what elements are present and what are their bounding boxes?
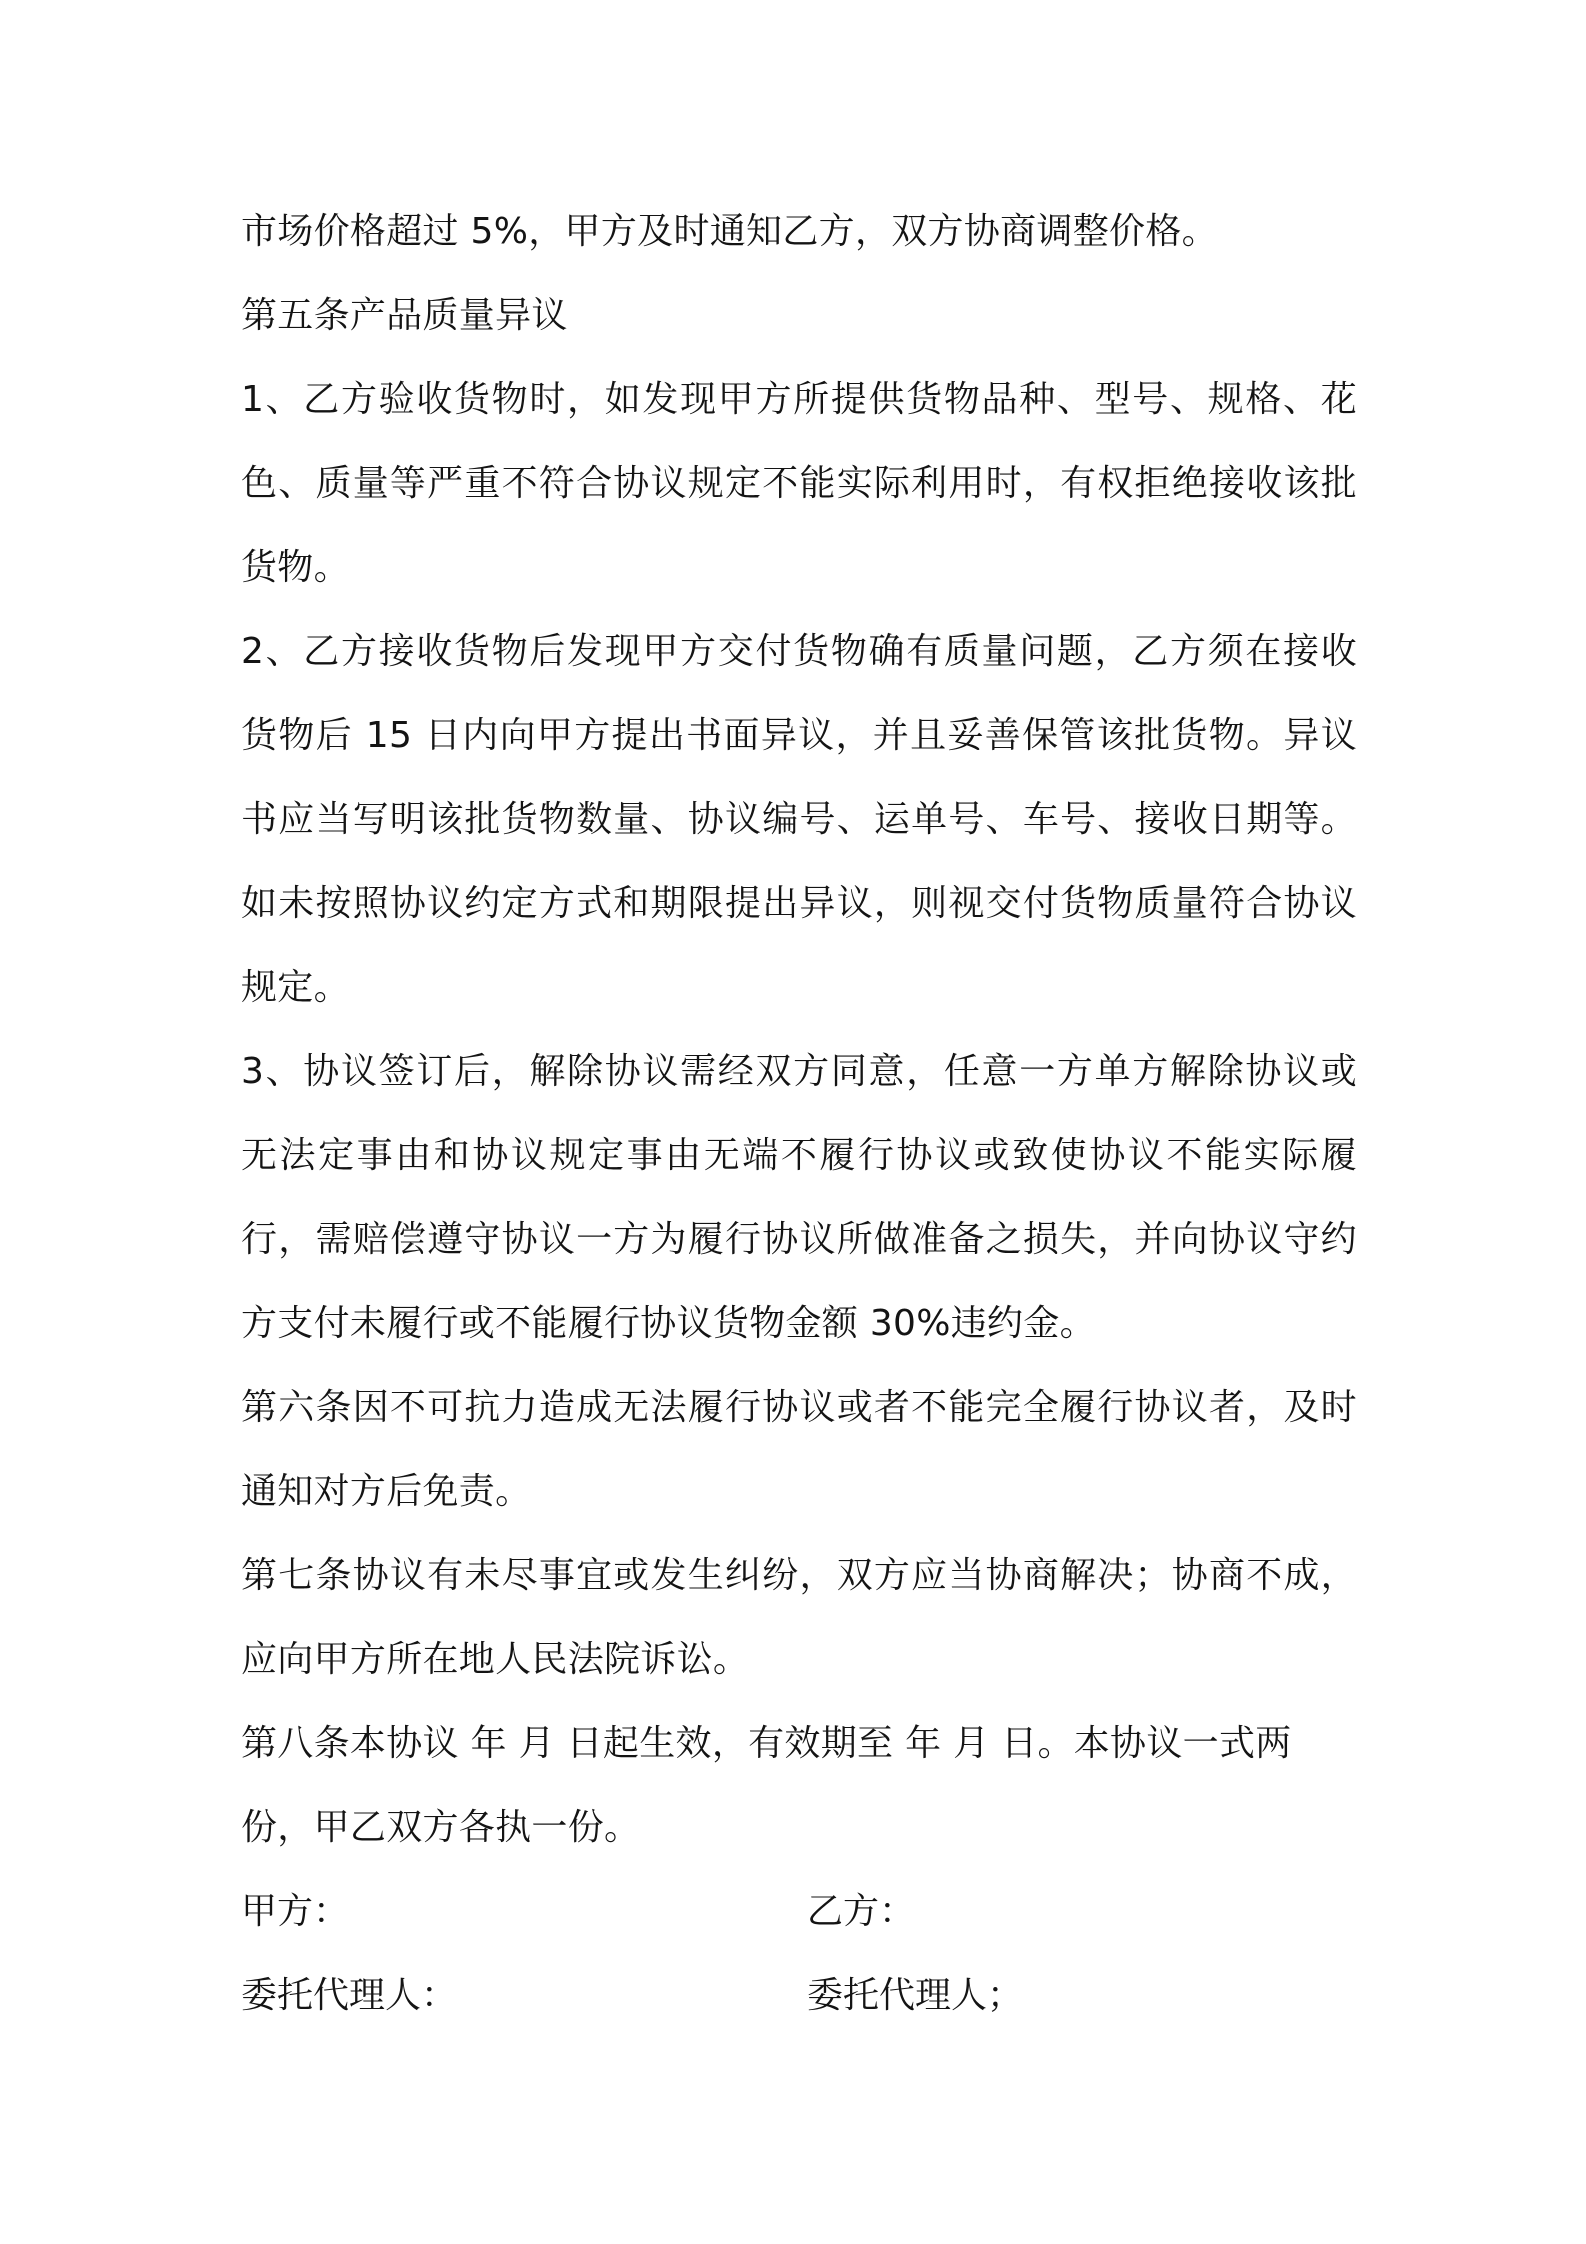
- text-line: 方支付未履行或不能履行协议货物金额 30%违约金。: [241, 1303, 1096, 1344]
- text-line: 如未按照协议约定方式和期限提出异议，则视交付货物质量符合协议: [241, 883, 1357, 924]
- text-line: 第八条本协议 年 月 日起生效，有效期至 年 月 日。本协议一式两: [241, 1723, 1292, 1764]
- text-line: 1、乙方验收货物时，如发现甲方所提供货物品种、型号、规格、花: [241, 379, 1357, 420]
- text-line: 色、质量等严重不符合协议规定不能实际利用时，有权拒绝接收该批: [241, 463, 1357, 504]
- text-line: 2、乙方接收货物后发现甲方交付货物确有质量问题，乙方须在接收: [241, 631, 1357, 672]
- agent-b-label: 委托代理人；: [807, 1975, 1024, 2016]
- text-line: 市场价格超过 5%，甲方及时通知乙方，双方协商调整价格。: [241, 211, 1218, 252]
- party-b-label: 乙方：: [807, 1891, 916, 1932]
- party-a-label: 甲方：: [241, 1891, 350, 1932]
- signature-row-agents: [241, 1954, 1357, 2038]
- text-line: 行，需赔偿遵守协议一方为履行协议所做准备之损失，并向协议守约: [241, 1219, 1357, 1260]
- document-body: [241, 190, 1357, 2038]
- text-line: 通知对方后免责。: [241, 1471, 532, 1512]
- agent-a-label: 委托代理人：: [241, 1975, 458, 2016]
- text-line: 应向甲方所在地人民法院诉讼。: [241, 1639, 750, 1680]
- text-line: 第七条协议有未尽事宜或发生纠纷，双方应当协商解决；协商不成，: [241, 1555, 1357, 1596]
- section-heading: 第五条产品质量异议: [241, 295, 568, 336]
- text-line: 份，甲乙双方各执一份。: [241, 1807, 641, 1848]
- signature-row-parties: [241, 1870, 1357, 1954]
- text-line: 货物。: [241, 547, 350, 588]
- text-line: 货物后 15 日内向甲方提出书面异议，并且妥善保管该批货物。异议: [241, 715, 1357, 756]
- text-line: 书应当写明该批货物数量、协议编号、运单号、车号、接收日期等。: [241, 799, 1357, 840]
- text-line: 第六条因不可抗力造成无法履行协议或者不能完全履行协议者，及时: [241, 1387, 1357, 1428]
- text-line: 无法定事由和协议规定事由无端不履行协议或致使协议不能实际履: [241, 1135, 1357, 1176]
- text-line: 规定。: [241, 967, 350, 1008]
- text-line: 3、协议签订后，解除协议需经双方同意，任意一方单方解除协议或: [241, 1051, 1357, 1092]
